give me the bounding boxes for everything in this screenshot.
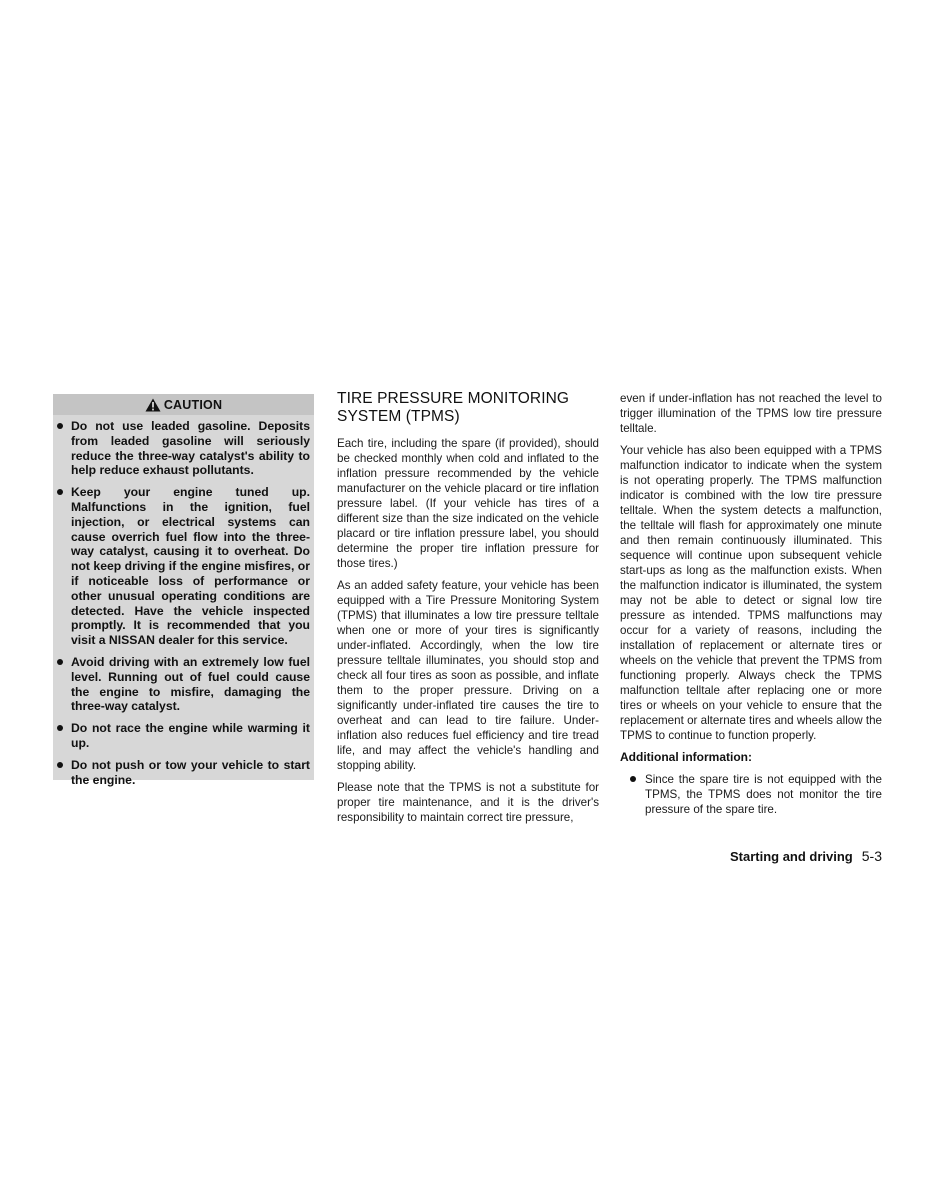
- paragraph: Please note that the TPMS is not a substitute for proper tire maintenance, and it is the driver's responsibility to maintain correct tire pressure,: [337, 781, 599, 824]
- caution-header: [53, 394, 314, 415]
- bullet-icon: [57, 725, 63, 731]
- caution-item: [57, 721, 310, 751]
- page-number: 5-3: [861, 848, 882, 864]
- bullet-icon: [57, 423, 63, 429]
- paragraph: even if under-inflation has not reached the level to trigger illumination of the TPMS low tire pressure telltale.: [620, 392, 882, 435]
- paragraph: As an added safety feature, your vehicle has been equipped with a Tire Pressure Monitoring System (TPMS) that illuminates a low tire pressure telltale when one or more of your tires is significantly under-inflated. Accordingly, when the low tire pressure telltale illuminates, you should stop and check all four tires as soon as possible, and inflate them to the proper pressure. Driving on a significantly under-inflated tire causes the tire to overheat and can lead to tire failure. Under-inflation also reduces fuel efficiency and tire tread life, and may affect the vehicle's handling and stopping ability.: [337, 579, 599, 772]
- bullet-icon: [57, 762, 63, 768]
- caution-box: [53, 394, 314, 787]
- caution-item-text: Do not race the engine while warming it up.: [71, 721, 310, 750]
- tpms-section: [337, 390, 599, 832]
- paragraph: Each tire, including the spare (if provided), should be checked monthly when cold and inflated to the inflation pressure recommended by the vehicle manufacturer on the vehicle placard or tire inflation pressure label. (If your vehicle has tires of a different size than the size indicated on the vehicle placard or tire inflation pressure label, you should determine the proper tire inflation pressure for those tires.): [337, 437, 599, 570]
- caution-item: [57, 655, 310, 714]
- additional-info-list: [620, 772, 882, 817]
- bullet-icon: [57, 489, 63, 495]
- warning-triangle-icon: [145, 398, 161, 412]
- footer-section-name: Starting and driving: [729, 849, 853, 864]
- caution-item: [57, 419, 310, 478]
- additional-info-heading: Additional information:: [620, 750, 752, 764]
- tpms-continued: [620, 391, 882, 817]
- caution-title: CAUTION: [163, 397, 223, 412]
- section-title: TIRE PRESSURE MONITORING SYSTEM (TPMS): [337, 390, 570, 425]
- caution-item-text: Avoid driving with an extremely low fuel level. Running out of fuel could cause the engine to misfire, damaging the three-way catalyst.: [71, 654, 310, 714]
- bullet-icon: [57, 659, 63, 665]
- bullet-icon: [630, 776, 636, 782]
- paragraph: Your vehicle has also been equipped with a TPMS malfunction indicator to indicate when the system is not operating properly. The TPMS malfunction indicator is combined with the low tire pressure telltale. When the system detects a malfunction, the telltale will flash for approximately one minute and then remain continuously illuminated. This sequence will continue upon subsequent vehicle start-ups as long as the malfunction exists. When the malfunction indicator is illuminated, the system may not be able to detect or signal low tire pressure as intended. TPMS malfunctions may occur for a variety of reasons, including the installation of replacement or alternate tires or wheels on the vehicle that prevent the TPMS from functioning properly. Always check the TPMS malfunction telltale after replacing one or more tires or wheels on your vehicle to ensure that the replacement or alternate tires and wheels allow the TPMS to continue to function properly.: [620, 444, 882, 742]
- caution-item-text: Do not push or tow your vehicle to start the engine.: [71, 757, 310, 787]
- caution-item-text: Keep your engine tuned up. Malfunctions in the ignition, fuel injection, or electrical systems can cause overrich fuel flow into the three-way catalyst, causing it to overheat. Do not keep driving if the engine misfires, or if noticeable loss of performance or other unusual operating conditions are detected. Have the vehicle inspected promptly. It is recommended that you visit a NISSAN dealer for this service.: [71, 485, 310, 648]
- caution-item-text: Do not use leaded gasoline. Deposits from leaded gasoline will seriously reduce the three-way catalyst's ability to help reduce exhaust pollutants.: [71, 419, 310, 478]
- caution-item: [57, 758, 310, 788]
- caution-list: [53, 415, 314, 787]
- page-footer: [730, 848, 882, 864]
- list-item: [628, 772, 882, 817]
- list-item-text: Since the spare tire is not equipped with the TPMS, the TPMS does not monitor the tire pressure of the spare tire.: [645, 773, 882, 816]
- caution-item: [57, 485, 310, 648]
